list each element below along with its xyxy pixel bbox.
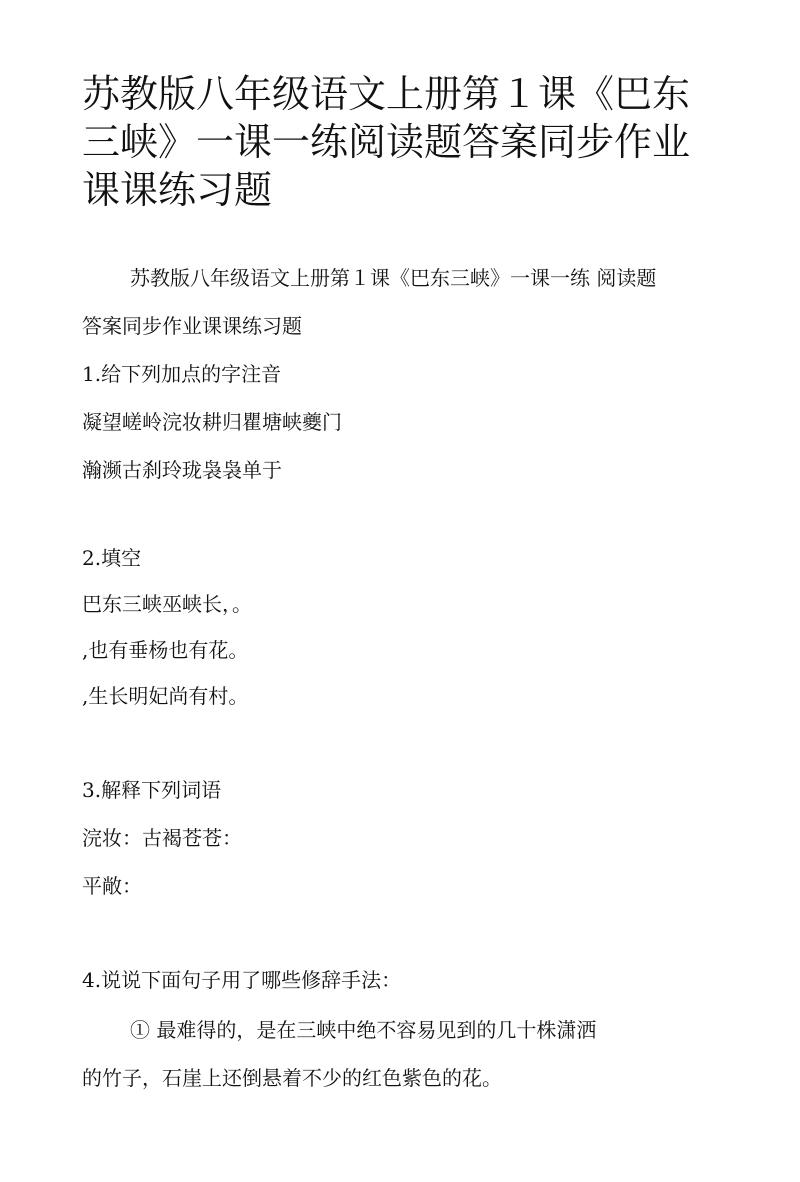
- question-4-line: ① 最难得的，是在三峡中绝不容易见到的几十株潇洒: [130, 1018, 597, 1042]
- intro-line: 苏教版八年级语文上册第１课《巴东三峡》一课一练 阅读题: [130, 266, 657, 290]
- question-4-heading: 4.说说下面句子用了哪些修辞手法：: [82, 968, 402, 992]
- question-3-line: 浣妆：古褐苍苍：: [82, 826, 242, 850]
- intro-line: 答案同步作业课课练习题: [82, 314, 302, 338]
- question-1-line: 凝望嵯岭浣妆耕归瞿塘峡夔门: [82, 410, 342, 434]
- question-3-line: 平敞：: [82, 874, 142, 898]
- question-2-heading: 2.填空: [82, 546, 142, 570]
- question-2-line: 巴东三峡巫峡长，。: [82, 592, 252, 616]
- question-1-line: 瀚濒古刹玲珑袅袅单于: [82, 458, 282, 482]
- question-2-line: ,也有垂杨也有花。: [82, 638, 249, 662]
- question-2-line: ,生长明妃尚有村。: [82, 684, 249, 708]
- question-4-line: 的竹子，石崖上还倒悬着不少的红色紫色的花。: [82, 1066, 502, 1090]
- question-3-heading: 3.解释下列词语: [82, 778, 222, 802]
- question-1-heading: 1.给下列加点的字注音: [82, 362, 282, 386]
- document-title: 苏教版八年级语文上册第１课《巴东三峡》一课一练阅读题答案同步作业课课练习题: [82, 72, 691, 212]
